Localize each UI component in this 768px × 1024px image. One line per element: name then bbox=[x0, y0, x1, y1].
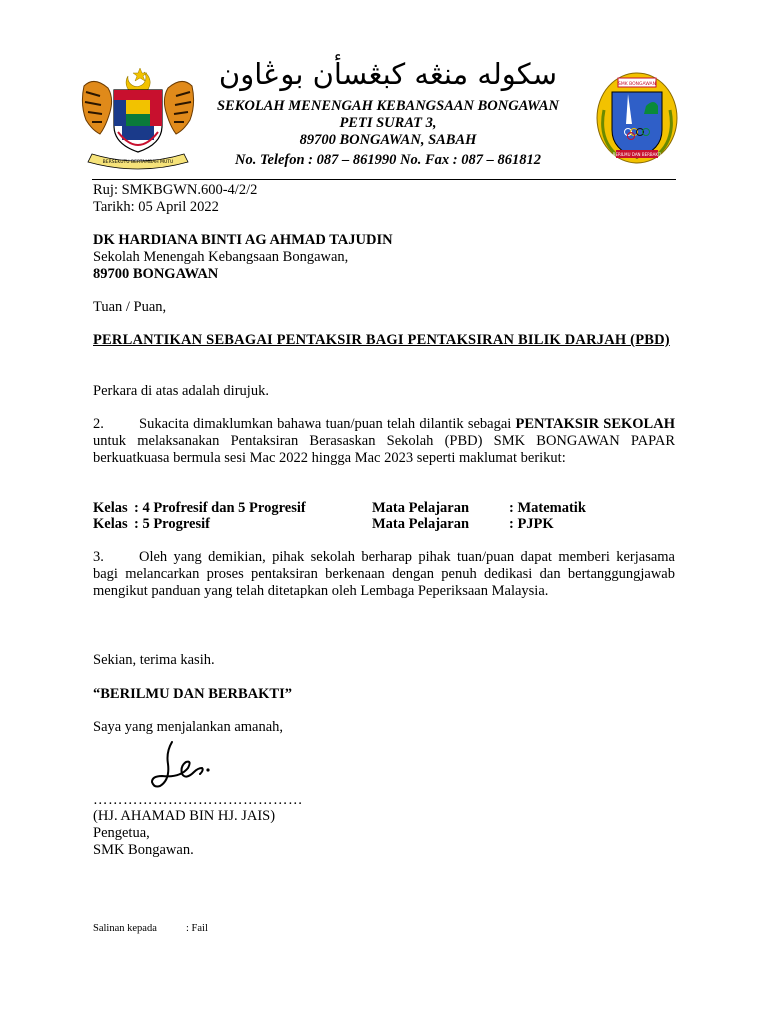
header-divider bbox=[92, 179, 676, 180]
paragraph-3-number: 3. bbox=[93, 549, 104, 565]
signatory-name: (HJ. AHAMAD BIN HJ. JAIS) bbox=[93, 808, 276, 824]
subject-label: Mata Pelajaran bbox=[372, 500, 470, 516]
paragraph-3 bbox=[93, 549, 675, 600]
school-crest-top-text: SMK BONGAWAN bbox=[617, 82, 657, 87]
cc-value: : Fail bbox=[186, 923, 208, 934]
subject-label: Mata Pelajaran bbox=[372, 516, 470, 532]
paragraph-2-role: PENTAKSIR SEKOLAH bbox=[515, 416, 675, 432]
signatory-school: SMK Bongawan. bbox=[93, 842, 194, 858]
address-line-1: PETI SURAT 3, bbox=[339, 115, 437, 131]
subject-value: : PJPK bbox=[509, 516, 554, 532]
school-name-jawi: سكوله منڠه كبڠسأن بوڠاون bbox=[218, 57, 558, 91]
kelas-label: Kelas bbox=[93, 516, 128, 532]
paragraph-2-intro: Sukacita dimaklumkan bahawa tuan/puan telah dilantik sebagai bbox=[139, 416, 516, 432]
cc-label: Salinan kepada bbox=[93, 923, 157, 934]
recipient-name: DK HARDIANA BINTI AG AHMAD TAJUDIN bbox=[93, 232, 393, 248]
paragraph-1: Perkara di atas adalah dirujuk. bbox=[93, 383, 269, 399]
paragraph-2-details: untuk melaksanakan Pentaksiran Berasaskan Sekolah (PBD) SMK BONGAWAN PAPAR berkuatkuasa bermula sesi Mac 2022 hingga Mac 2023 seperti maklumat berikut: bbox=[93, 433, 675, 466]
subject-value: : Matematik bbox=[509, 500, 586, 516]
address-line-2: 89700 BONGAWAN, SABAH bbox=[299, 132, 477, 148]
paragraph-2-number: 2. bbox=[93, 416, 104, 432]
signatory-title: Pengetua, bbox=[93, 825, 150, 841]
paragraph-3-text: Oleh yang demikian, pihak sekolah berharap pihak tuan/puan dapat memberi kerjasama bagi melancarkan proses pentaksiran berkenaan dengan penuh dedikasi dan bertanggungjawab mengikut panduan yang telah ditetapkan oleh Lembaga Peperiksaan Malaysia. bbox=[93, 549, 675, 599]
school-name: SEKOLAH MENENGAH KEBANGSAAN BONGAWAN bbox=[216, 98, 560, 114]
coat-of-arms-scroll-text: BERSEKUTU BERTAMBAH MUTU bbox=[102, 160, 174, 165]
letter-date: Tarikh: 05 April 2022 bbox=[93, 199, 219, 215]
letter-subject: PERLANTIKAN SEBAGAI PENTAKSIR BAGI PENTAKSIRAN BILIK DARJAH (PBD) bbox=[93, 332, 670, 348]
school-crest-bottom-text: BERILMU DAN BERBAKTI bbox=[612, 152, 662, 157]
signature bbox=[150, 738, 220, 796]
closing: Sekian, terima kasih. bbox=[93, 652, 215, 668]
recipient-postcode: 89700 BONGAWAN bbox=[93, 266, 219, 282]
assignment-row bbox=[93, 500, 586, 517]
school-crest-logo bbox=[594, 70, 680, 166]
signature-line: …………………………………… bbox=[93, 792, 303, 808]
recipient-school: Sekolah Menengah Kebangsaan Bongawan, bbox=[93, 249, 349, 265]
kelas-label: Kelas bbox=[93, 500, 128, 516]
assignment-row bbox=[93, 516, 554, 533]
paragraph-2 bbox=[93, 416, 675, 467]
malaysia-coat-of-arms-logo bbox=[78, 62, 198, 172]
salutation: Tuan / Puan, bbox=[93, 299, 167, 315]
phone-fax-line: No. Telefon : 087 – 861990 No. Fax : 087 – 861812 bbox=[235, 152, 541, 168]
trust-line: Saya yang menjalankan amanah, bbox=[93, 719, 284, 735]
kelas-value: : 5 Progresif bbox=[134, 516, 210, 532]
kelas-value: : 4 Profresif dan 5 Progresif bbox=[134, 500, 306, 516]
reference-number: Ruj: SMKBGWN.600-4/2/2 bbox=[93, 182, 258, 198]
school-motto: “BERILMU DAN BERBAKTI” bbox=[93, 686, 292, 702]
